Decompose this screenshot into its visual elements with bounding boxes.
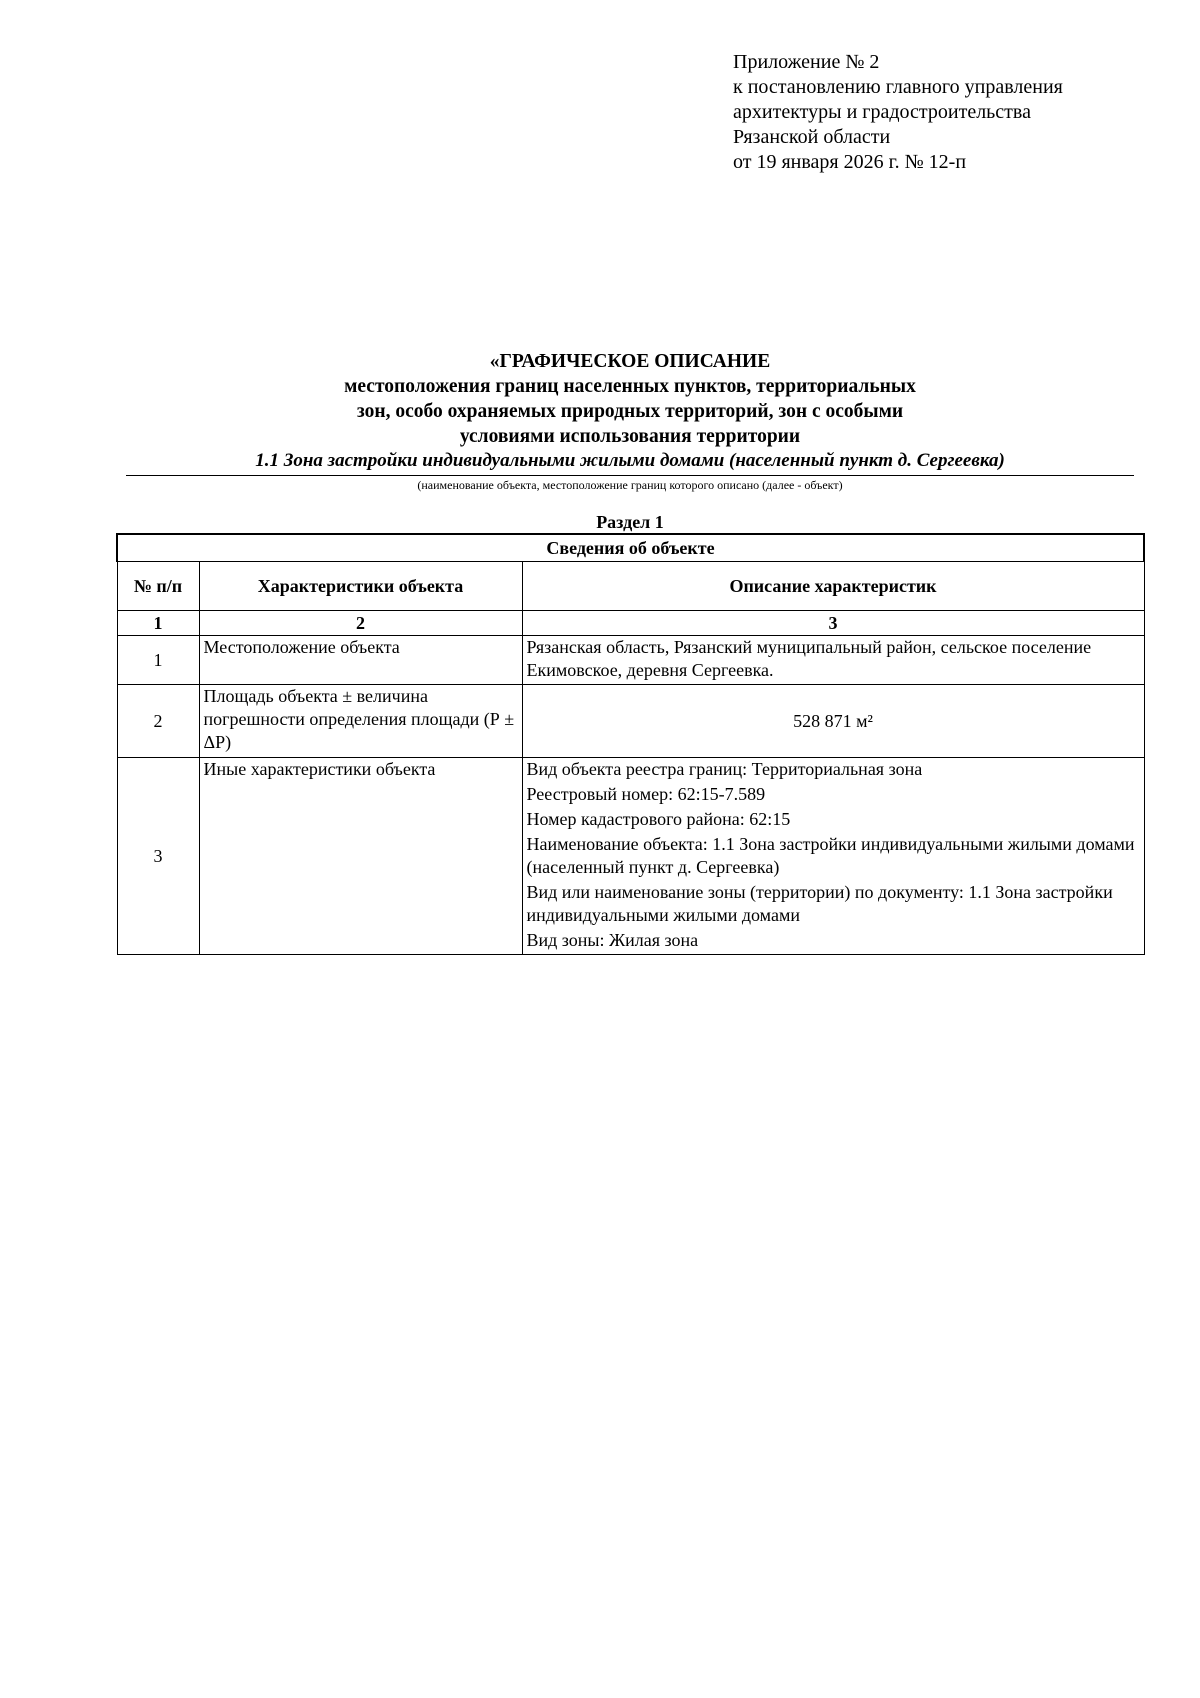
appendix-line: Рязанской области [733,126,891,148]
column-number: 3 [522,611,1144,636]
row-number: 3 [117,758,199,955]
appendix-line: архитектуры и градостроительства [733,101,1031,123]
title-line: «ГРАФИЧЕСКОЕ ОПИСАНИЕ [489,351,771,372]
row-characteristic: Площадь объекта ± величина погрешности определения площади (Р ± ΔР) [199,685,522,758]
row-number: 2 [117,685,199,758]
row-description [522,685,1144,758]
description-line: Реестровый номер: 62:15-7.589 [526,784,766,804]
column-number: 1 [117,611,199,636]
area-value: 528 871 м² [793,710,873,731]
row-number: 1 [117,636,199,685]
table-caption: Сведения об объекте [117,534,1144,562]
description-line: Номер кадастрового района: 62:15 [526,809,791,829]
table-row [117,758,1144,955]
row-description [522,636,1144,685]
table-row [117,685,1144,758]
description-line: Наименование объекта: 1.1 Зона застройки индивидуальными жилыми домами (населенный пункт д. Сергеевка) [526,834,1135,877]
table-caption-row [117,534,1144,562]
table-row [117,636,1144,685]
appendix-line: от 19 января 2026 г. № 12-п [733,151,967,173]
object-info-table [116,533,1145,955]
description-line: Рязанская область, Рязанский муниципальный район, сельское поселение Екимовское, деревня Сергеевка. [526,637,1092,680]
description-line: Вид зоны: Жилая зона [526,930,699,950]
title-line: условиями использования территории [459,426,801,447]
column-number-row [117,611,1144,636]
section-title: Раздел 1 [596,512,664,532]
object-name: 1.1 Зона застройки индивидуальными жилыми домами (населенный пункт д. Сергеевка) [126,449,1134,476]
appendix-line: Приложение № 2 [733,51,880,73]
description-line: Вид или наименование зоны (территории) по документу: 1.1 Зона застройки индивидуальными жилыми домами [526,882,1113,925]
description-line: Вид объекта реестра границ: Территориальная зона [526,759,923,779]
header-description: Описание характеристик [522,562,1144,611]
title-line: зон, особо охраняемых природных территорий, зон с особыми [356,401,904,422]
object-name-note: (наименование объекта, местоположение границ которого описано (далее - объект) [417,478,843,492]
document-title [126,349,1134,492]
column-number: 2 [199,611,522,636]
row-characteristic: Местоположение объекта [199,636,522,685]
table-header-row [117,562,1144,611]
header-characteristic: Характеристики объекта [199,562,522,611]
row-description [522,758,1144,955]
row-characteristic: Иные характеристики объекта [199,758,522,955]
title-line: местоположения границ населенных пунктов, территориальных [344,376,916,397]
appendix-header [733,50,1153,175]
appendix-line: к постановлению главного управления [733,76,1063,98]
header-number: № п/п [117,562,199,611]
